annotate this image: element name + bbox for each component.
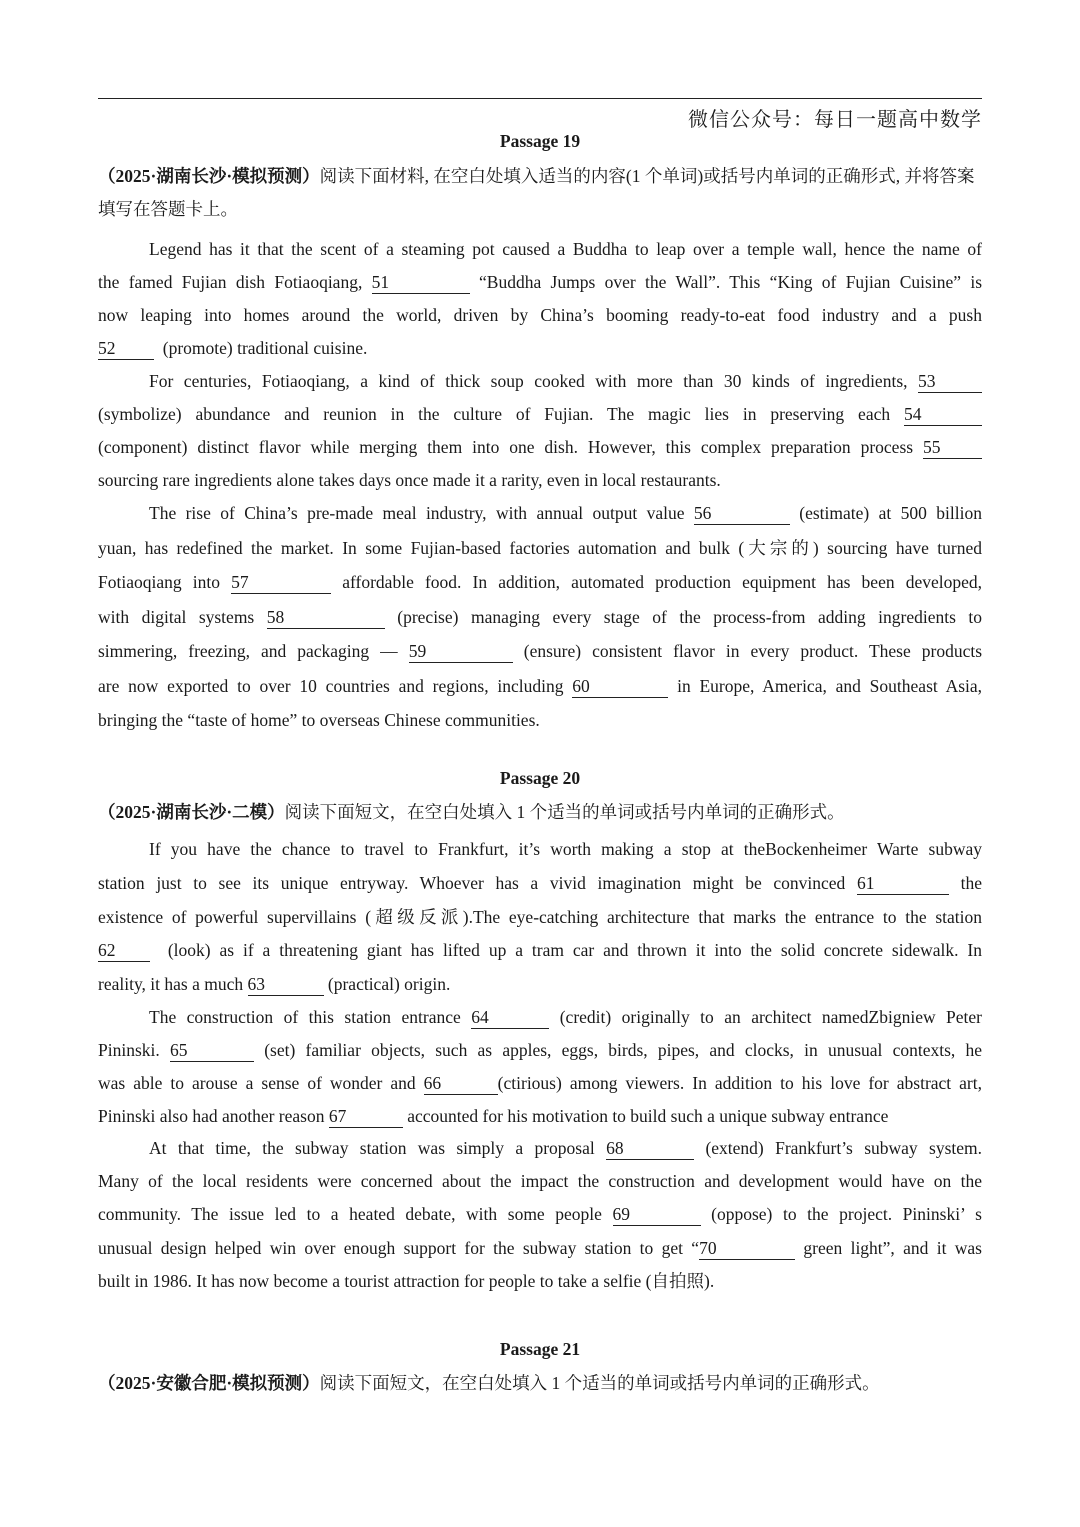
blank-69[interactable]: 69 — [613, 1203, 701, 1226]
blank-62[interactable]: 62 — [98, 939, 150, 962]
blank-66[interactable]: 66 — [424, 1072, 498, 1095]
passage-19-paragraph-2: For centuries, Fotiaoqiang, a kind of thick soup cooked with more than 30 kinds of ingredients, 53 (symbolize) abundance and reunion in the culture of Fujian. The magic lies in preserving each 54 (component) distinct flavor while merging them into one dish. However, this complex preparation process 55 sourcing rare ingredients alone takes days once made it a rarity, even in local restaurants. — [98, 365, 982, 497]
blank-65[interactable]: 65 — [170, 1039, 254, 1062]
blank-52[interactable]: 52 — [98, 337, 154, 360]
passage-20-instruction — [98, 796, 990, 829]
header-wechat-label: 微信公众号：每日一题高中数学 — [688, 107, 982, 131]
blank-53[interactable]: 53 — [918, 370, 982, 393]
passage-20-source-tag: （2025·湖南长沙·二模） — [98, 802, 285, 822]
header-rule — [98, 98, 982, 99]
passage-19-paragraph-1: Legend has it that the scent of a steaming pot caused a Buddha to leap over a temple wall, hence the name of the famed Fujian dish Fotiaoqiang, 51 “Buddha Jumps over the Wall”. This “King of Fujian Cuisine” is now leaping into homes around the world, driven by China’s booming ready-to-eat food industry and a push 52 (promote) traditional cuisine. — [98, 239, 983, 358]
blank-58[interactable]: 58 — [267, 606, 385, 629]
passage-20-paragraph-3: At that time, the subway station was simply a proposal 68 (extend) Frankfurt’s subway system. Many of the local residents were concerned about the impact the construction and development would have on the community. The issue led to a heated debate, with some people 69 (oppose) to the project. Pininski’ s unusual design helped win over enough support for the subway station to get “70 green light”, and it was built in 1986. It has now become a tourist attraction for people to take a selfie (自拍照). — [98, 1138, 983, 1291]
blank-54[interactable]: 54 — [904, 403, 982, 426]
blank-67[interactable]: 67 — [329, 1105, 403, 1128]
blank-63[interactable]: 63 — [248, 973, 324, 996]
blank-68[interactable]: 68 — [606, 1137, 694, 1160]
blank-60[interactable]: 60 — [572, 675, 668, 698]
blank-56[interactable]: 56 — [694, 502, 790, 525]
blank-64[interactable]: 64 — [471, 1006, 549, 1029]
passage-19-source-tag: （2025·湖南长沙·模拟预测） — [98, 166, 320, 186]
passage-19-title: Passage 19 — [499, 131, 581, 151]
passage-21-instruction — [98, 1367, 990, 1400]
passage-19-instruction-text: 阅读下面材料, 在空白处填入适当的内容(1 个单词)或括号内单词的正确形式, 并将答案填写在答题卡上。 — [98, 166, 975, 219]
blank-59[interactable]: 59 — [409, 640, 513, 663]
blank-57[interactable]: 57 — [231, 571, 331, 594]
blank-51[interactable]: 51 — [372, 271, 470, 294]
passage-21-source-tag: （2025·安徽合肥·模拟预测） — [98, 1373, 320, 1393]
blank-70[interactable]: 70 — [699, 1237, 795, 1260]
passage-19-paragraph-3: The rise of China’s pre-made meal industry, with annual output value 56 (estimate) at 500 billion yuan, has redefined the market. In some Fujian-based factories automation and bulk (大宗的) sourcing have turned Fotiaoqiang into 57 affordable food. In addition, automated production equipment has been developed, with digital systems 58 (precise) managing every stage of the process-from adding ingredients to simmering, freezing, and packaging — 59 (ensure) consistent flavor in every product. These products are now exported to over 10 countries and regions, including 60 in Europe, America, and Southeast Asia, bringing the “taste of home” to overseas Chinese communities. — [98, 503, 983, 730]
passage-20-title: Passage 20 — [499, 768, 581, 788]
passage-20-paragraph-2: The construction of this station entrance 64 (credit) originally to an architect namedZbigniew Peter Pininski. 65 (set) familiar objects, such as apples, eggs, birds, pipes, and clocks, in unusual contexts, he was able to arouse a sense of wonder and 66 (ctirious) among viewers. In addition to his love for abstract art, Pininski also had another reason 67 accounted for his motivation to build such a unique subway entrance — [98, 1007, 983, 1126]
blank-61[interactable]: 61 — [857, 872, 949, 895]
passage-21-instruction-text: 阅读下面短文，在空白处填入 1 个适当的单词或括号内单词的正确形式。 — [319, 1373, 880, 1393]
passage-20-paragraph-1: If you have the chance to travel to Frankfurt, it’s worth making a stop at theBockenheimer Warte subway station just to see its unique entryway. Whoever has a vivid imagination might be convinced 61 the existence of powerful supervillains (超级反派).The eye-catching architecture that marks the entrance to the station 62 (look) as if a threatening giant has lifted up a tram car and thrown it into the solid concrete sidewalk. In reality, it has a much 63 (practical) origin. — [98, 839, 983, 995]
passage-19-instruction — [98, 160, 990, 226]
blank-55[interactable]: 55 — [923, 436, 982, 459]
passage-21-title: Passage 21 — [499, 1339, 581, 1359]
passage-20-instruction-text: 阅读下面短文，在空白处填入 1 个适当的单词或括号内单词的正确形式。 — [284, 802, 845, 822]
